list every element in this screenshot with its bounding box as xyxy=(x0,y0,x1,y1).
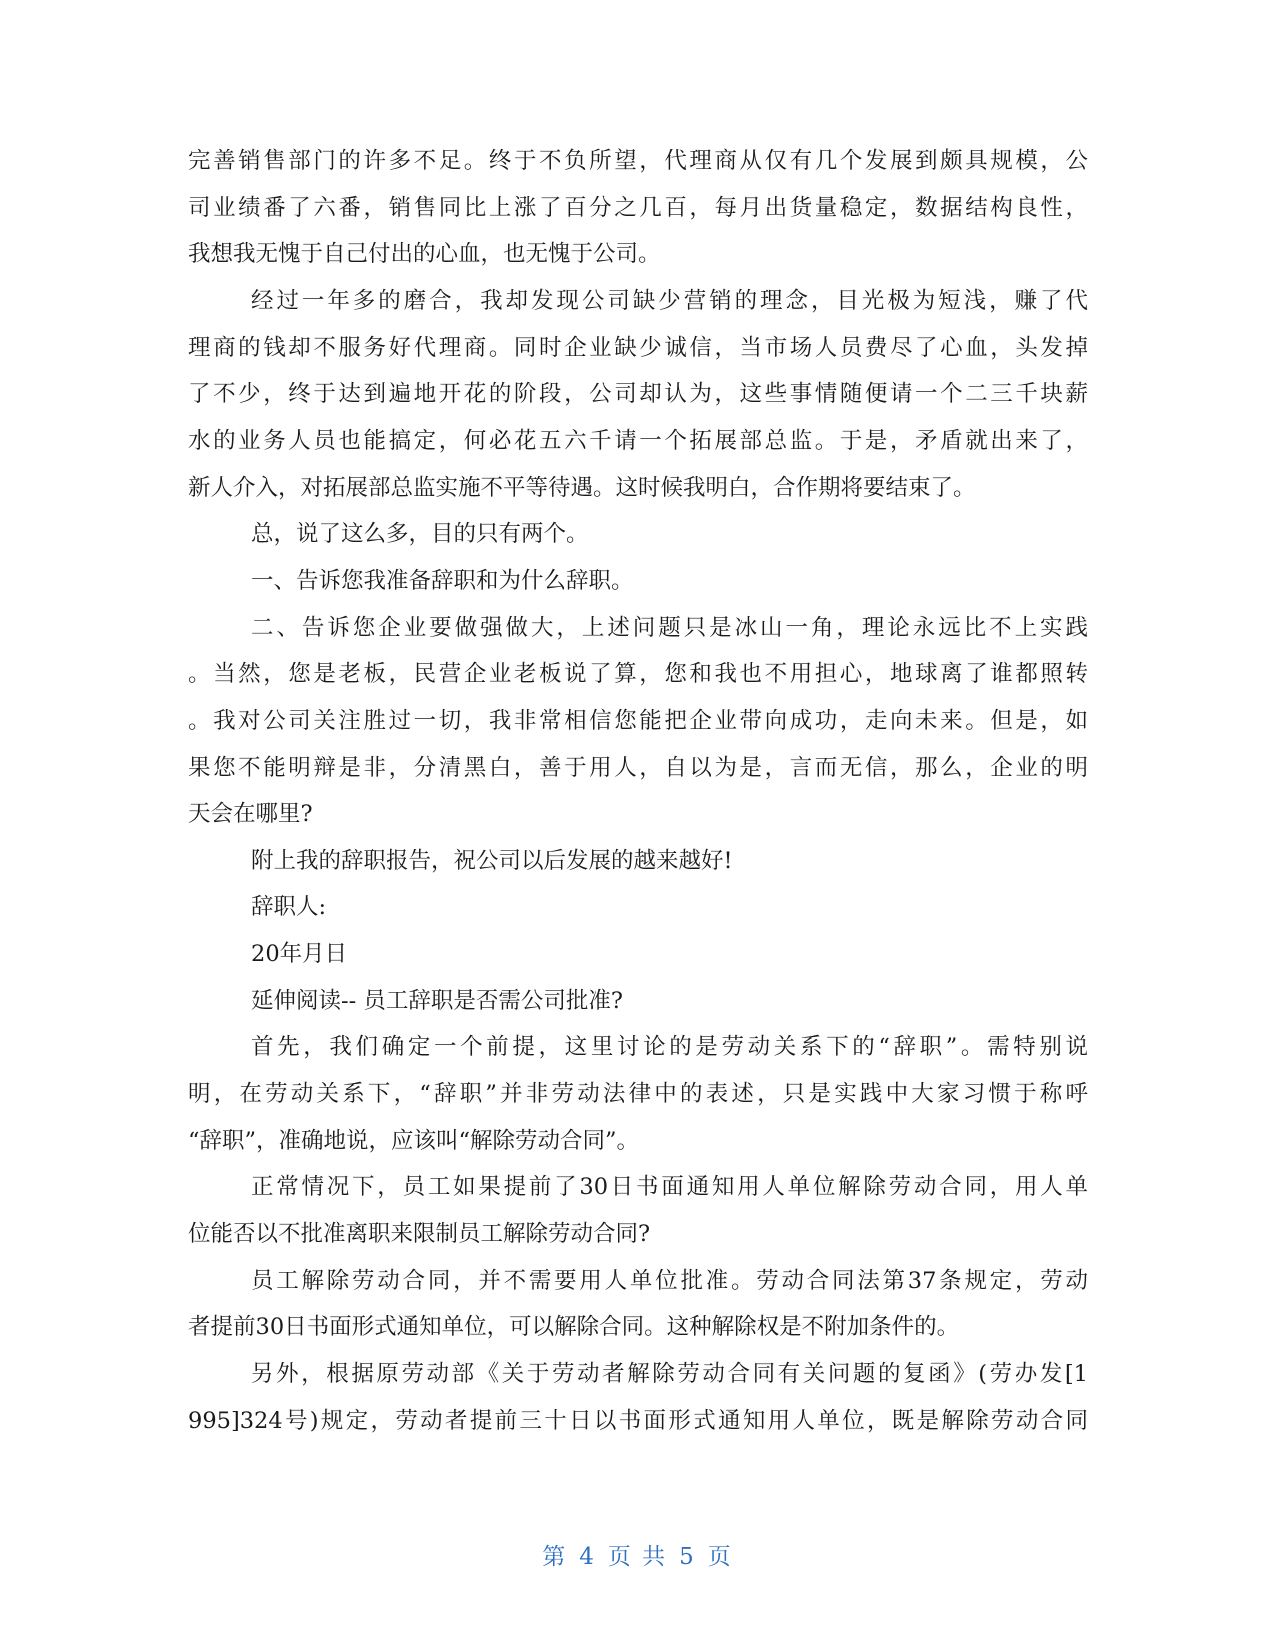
footer-suffix: 页 xyxy=(707,1544,733,1570)
total-page-count: 5 xyxy=(679,1544,696,1570)
text-line: 一、告诉您我准备辞职和为什么辞职。 xyxy=(251,568,634,594)
text-line: 果您不能明辩是非，分清黑白，善于用人，自以为是，言而无信，那么，企业的明 xyxy=(188,755,1088,781)
text-line: 者提前30日书面形式通知单位，可以解除合同。这种解除权是不附加条件的。 xyxy=(188,1314,960,1340)
text-line: 首先，我们确定一个前提，这里讨论的是劳动关系下的“辞职”。需特别说 xyxy=(251,1034,1088,1060)
footer-prefix: 第 xyxy=(542,1544,568,1570)
text-line: 20年月日 xyxy=(251,941,348,967)
text-line: 完善销售部门的许多不足。终于不负所望，代理商从仅有几个发展到颇具规模，公 xyxy=(188,148,1088,174)
text-line: 另外，根据原劳动部《关于劳动者解除劳动合同有关问题的复函》(劳办发[1 xyxy=(251,1361,1088,1387)
text-line: 。我对公司关注胜过一切，我非常相信您能把企业带向成功，走向未来。但是，如 xyxy=(188,708,1088,734)
text-line: 总，说了这么多，目的只有两个。 xyxy=(251,521,589,547)
text-line: 了不少，终于达到遍地开花的阶段，公司却认为，这些事情随便请一个二三千块薪 xyxy=(188,381,1088,407)
text-line: 经过一年多的磨合，我却发现公司缺少营销的理念，目光极为短浅，赚了代 xyxy=(251,288,1088,314)
text-line: 正常情况下，员工如果提前了30日书面通知用人单位解除劳动合同，用人单 xyxy=(251,1174,1088,1200)
text-line: 理商的钱却不服务好代理商。同时企业缺少诚信，当市场人员费尽了心血，头发掉 xyxy=(188,335,1088,361)
text-line: 附上我的辞职报告，祝公司以后发展的越来越好! xyxy=(251,848,733,874)
text-line: 员工解除劳动合同，并不需要用人单位批准。劳动合同法第37条规定，劳动 xyxy=(251,1268,1088,1294)
text-line: 位能否以不批准离职来限制员工解除劳动合同? xyxy=(188,1221,651,1247)
text-line: 。当然，您是老板，民营企业老板说了算，您和我也不用担心，地球离了谁都照转 xyxy=(188,661,1088,687)
page-footer xyxy=(0,1540,1275,1574)
text-line: 明，在劳动关系下，“辞职”并非劳动法律中的表述，只是实践中大家习惯于称呼 xyxy=(188,1081,1088,1107)
text-line: 天会在哪里? xyxy=(188,801,313,827)
current-page-number: 4 xyxy=(579,1544,596,1570)
text-line: 辞职人: xyxy=(251,894,327,920)
text-line: 司业绩番了六番，销售同比上涨了百分之几百，每月出货量稳定，数据结构良性， xyxy=(188,195,1088,221)
text-line: “辞职”，准确地说，应该叫“解除劳动合同”。 xyxy=(188,1128,640,1154)
text-line: 995]324号)规定，劳动者提前三十日以书面形式通知用人单位，既是解除劳动合同 xyxy=(188,1408,1088,1434)
text-line: 水的业务人员也能搞定，何必花五六千请一个拓展部总监。于是，矛盾就出来了， xyxy=(188,428,1088,454)
text-line: 新人介入，对拓展部总监实施不平等待遇。这时候我明白，合作期将要结束了。 xyxy=(188,475,976,501)
text-line: 我想我无愧于自己付出的心血，也无愧于公司。 xyxy=(188,241,661,267)
footer-middle: 页 共 xyxy=(607,1544,668,1570)
text-line: 延伸阅读-- 员工辞职是否需公司批准? xyxy=(251,988,623,1014)
text-line: 二、告诉您企业要做强做大，上述问题只是冰山一角，理论永远比不上实践 xyxy=(251,615,1088,641)
